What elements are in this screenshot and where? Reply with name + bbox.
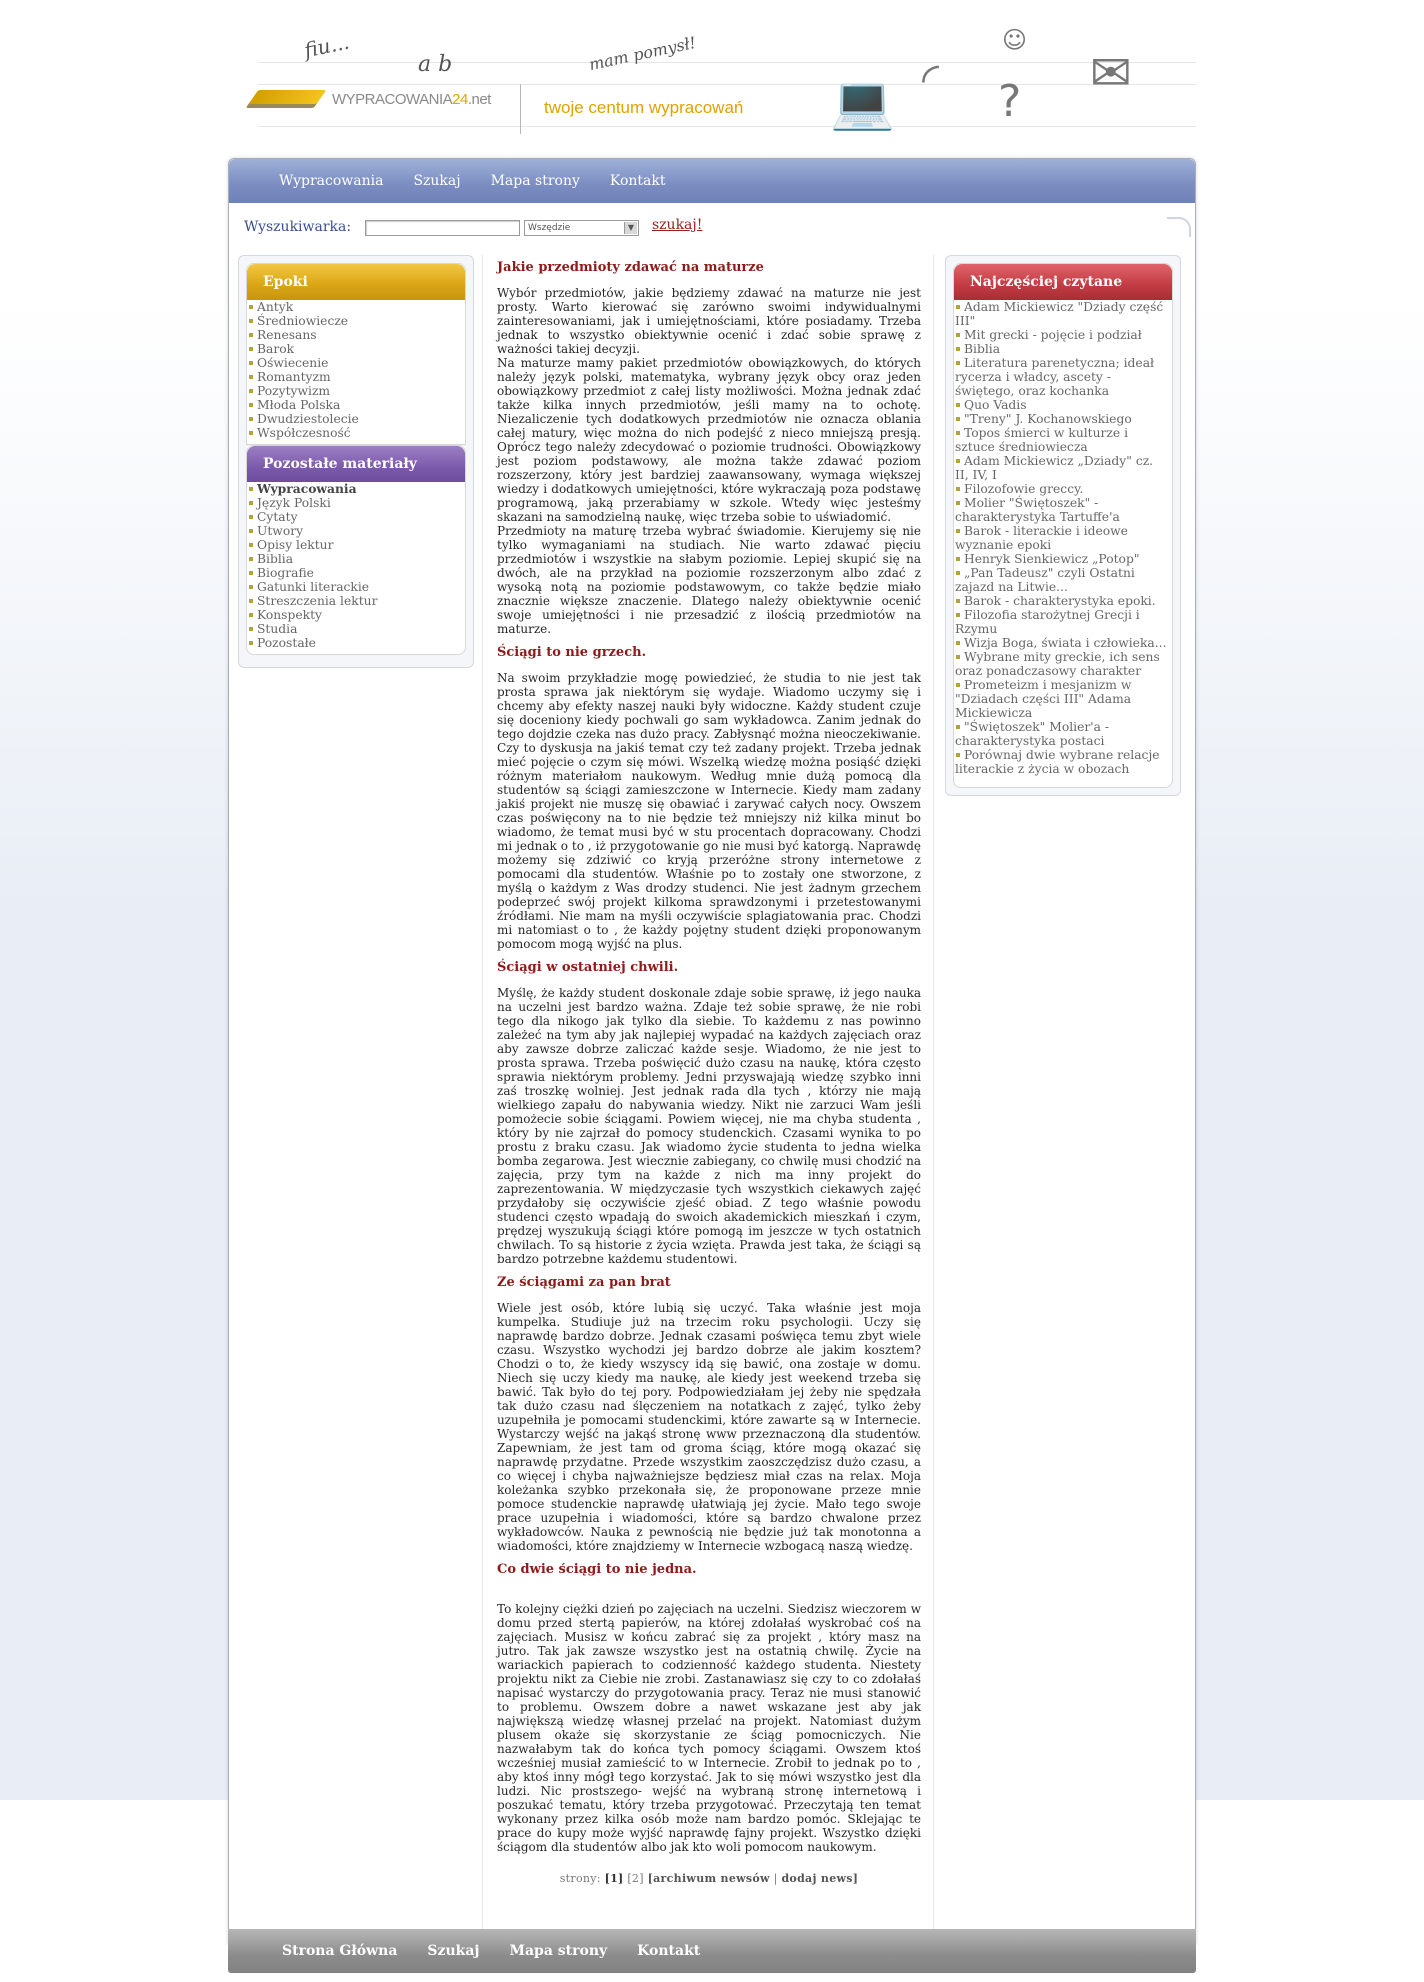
list-item[interactable]: Prometeizm i mesjanizm w "Dziadach części III" Adama Mickiewicza bbox=[955, 678, 1170, 720]
materials-title: Pozostałe materiały bbox=[247, 446, 465, 482]
article-title[interactable]: Co dwie ściągi to nie jedna. bbox=[497, 1562, 697, 1577]
list-item[interactable]: Młoda Polska bbox=[248, 398, 463, 412]
list-item[interactable]: Biografie bbox=[248, 566, 463, 580]
list-item[interactable]: "Świętoszek" Molier'a - charakterystyka postaci bbox=[955, 720, 1170, 748]
list-item[interactable]: Oświecenie bbox=[248, 356, 463, 370]
list-item[interactable]: Pozostałe bbox=[248, 636, 463, 650]
header-divider bbox=[520, 84, 521, 134]
logo-mark-icon bbox=[246, 90, 327, 108]
list-item[interactable]: Wybrane mity greckie, ich sens oraz ponadczasowy charakter bbox=[955, 650, 1170, 678]
search-button[interactable]: szukaj! bbox=[652, 217, 703, 233]
list-item[interactable]: Gatunki literackie bbox=[248, 580, 463, 594]
list-item[interactable]: Biblia bbox=[248, 552, 463, 566]
list-item[interactable]: Molier "Świętoszek" - charakterystyka Tartuffe'a bbox=[955, 496, 1170, 524]
article-paragraph: Wiele jest osób, które lubią się uczyć. Taka właśnie jest moja kumpelka. Studiuje już na trzecim roku psychologii. Uczy się naprawdę bardzo dobrze. Jednak czasami poświęca temu zbyt wiele czasu. Wszystko wychodzi jej bardzo dobrze ale jakim kosztem? Chodzi o to, że kiedy wszyscy idą się bawić, ona zostaje w domu. Niech się uczy kiedy ma naukę, ale kiedy jest weekend trzeba się bawić. Tak było do tej pory. Podpowiedziałam jej żeby nie spędzała tak dużo czasu nad ślęczeniem na notatkach z zajęć, tylko żeby uzupełniła je pomocami studenckimi, które zawarte są w Internecie. Wystarczy wejść na jakąś stronę www przeznaczoną dla studentów. Zapewniam, że jest tam od groma ściąg, które mogą okazać się naprawdę przydatne. Przede wszystkim zaoszczędzisz dużo czasu, a co więcej i chyba najważniejsze będziesz miał czas na relax. Moja koleżanka szybko przekonała się, że proponowane przeze mnie pomoce studenckie naprawdę ułatwiają jej życie. Mało tego swoje prace uzupełnia i wiadomości, które są bardzo chwalone przez wykładowców. Nauka z pewnością nie będzie już tak monotonna a wiadomości, które znajdziemy w Internecie wzbogacą naszą wiedzę. bbox=[497, 1301, 921, 1553]
list-item[interactable]: Topos śmierci w kulturze i sztuce średniowiecza bbox=[955, 426, 1170, 454]
list-item[interactable]: Filozofowie greccy. bbox=[955, 482, 1170, 496]
list-item[interactable]: "Treny" J. Kochanowskiego bbox=[955, 412, 1170, 426]
article bbox=[497, 646, 921, 951]
epoki-list bbox=[247, 300, 465, 444]
article-paragraph: Na maturze mamy pakiet przedmiotów obowiązkowych, do których należy język polski, matematyka, wybrany język obcy oraz jeden obowiązkowy przedmiot z całej listy możliwości. Można jednak zdać także kilka innych przedmiotów, jeśli mamy na to ochotę. Niezaliczenie tych dodatkowych przedmiotów nie oznacza oblania całej matury, więc można do nich podejść z nieco mniejszą presją. Oprócz tego należy zdecydować o poziomie trudności. Obowiązkowy jest poziom podstawowy, ale można także zdawać poziom rozszerzony, który jest bardziej zaawansowany, wymaga większej wiedzy i dodatkowych umiejętności, które wykraczają poza podstawę programową, jaką przerabiamy w szkole. Wtedy więc jesteśmy skazani na samodzielną naukę, więc trzeba sobie to uświadomić. bbox=[497, 356, 921, 524]
list-item[interactable]: Opisy lektur bbox=[248, 538, 463, 552]
list-item[interactable]: Studia bbox=[248, 622, 463, 636]
article-paragraph: Na swoim przykładzie mogę powiedzieć, że studia to nie jest tak prosta sprawa jak niektórym się wydaje. Wiadomo uczymy się i chcemy aby efekty naszej nauki były widoczne. Każdy student czuje się doceniony kiedy pochwali go sam wykładowca. Zanim jednak do tego dojdzie czeka nas dużo pracy. Zabłysnąć można nieoczekiwanie. Czy to dyskusja na jakiś temat czy też zadany projekt. Trzeba jednak mieć pojęcie o czym się mówi. Wszelką wiedzę można posiąść dzięki różnym materiałom naukowym. Według mnie dużą pomocą dla studentów są ściągi zamieszczone w Internecie. Kiedy mam zadany jakiś projekt nie muszę się obawiać i zarywać całych nocy. Owszem czas poświęcony na to nie będzie też mniejszy niż kilka minut bo wiadomo, że temat musi być w stu procentach dopracowany. Chodzi mi jednak o to , iż przygotowanie go nie musi być katorgą. Naprawdę możemy się zdziwić co kryją przeróżne strony internetowe z pomocami dla studentów. Właśnie po to zostały one stworzone, z myślą o każdym z Was drodzy studenci. Nie jest żadnym grzechem podeprzeć swój projekt kilkoma sprawdzonymi i przetestowanymi źródłami. Nie mam na myśli oczywiście splagiatowania prac. Chodzi mi natomiast o to , że każdy pojętny student dzięki proponowanym pomocom mogą wyjść na plus. bbox=[497, 671, 921, 951]
archive-link[interactable]: [archiwum newsów bbox=[647, 1872, 770, 1885]
list-item[interactable]: Wizja Boga, świata i człowieka... bbox=[955, 636, 1170, 650]
pager: strony: [1] [2] [archiwum newsów | dodaj news] bbox=[559, 1872, 859, 1885]
article bbox=[497, 1563, 921, 1854]
list-item[interactable]: Barok bbox=[248, 342, 463, 356]
list-item[interactable]: Quo Vadis bbox=[955, 398, 1170, 412]
most-read-panel bbox=[953, 263, 1173, 788]
add-news-link[interactable]: dodaj news] bbox=[781, 1872, 859, 1885]
list-item[interactable]: „Pan Tadeusz" czyli Ostatni zajazd na Litwie... bbox=[955, 566, 1170, 594]
footer-nav-szukaj[interactable]: Szukaj bbox=[427, 1943, 480, 1959]
article-paragraph: Myślę, że każdy student doskonale zdaje sobie sprawę, iż jego nauka na uczelni jest bardzo ważna. Zdaje też sobie sprawę, że nie robi tego dla nikogo jak tylko dla siebie. To każdemu z nas powinno zależeć na tym aby jak najlepiej wypadać na każdych zajęciach oraz aby zawsze dobrze zaliczać każde sesje. Wiadomo, że nie jest to prosta sprawa. Trzeba poświęcić dużo czasu na naukę, która często sprawia niektórym problemy. Jedni przyswajają wiedzę szybko inni zaś troszkę wolniej. Jest jednak rada dla tych , którzy nie mają wielkiego zapału do nabywania wiedzy. Nikt nie zarzuci Wam jeśli pomożecie sobie ściągami. Powiem więcej, nie ma chyba studenta , który by nie zajrzał do pomocy studenckich. Czasami wynika to po prostu z braku czasu. Jak wiadomo życie studenta to jedna wielka bomba zegarowa. Jest wiecznie zabiegany, co chwilę musi chodzić na zajęcia, przy tym na każde z nich ma inny projekt do zaprezentowania. W międzyczasie tych wszystkich ciekawych zajęć przydałoby się oczywiście zjeść obiad. Z tego właśnie powodu studenci często wpadają do swoich akademickich mieszkań i czym, prędzej wyszukują ściągi które pomogą im jeszcze w tych ostatnich chwilach. To są historie z życia wzięta. Prawda jest taka, że ściągi są bardzo potrzebne każdemu studentowi. bbox=[497, 986, 921, 1266]
list-item[interactable]: Konspekty bbox=[248, 608, 463, 622]
top-nav bbox=[229, 159, 1195, 203]
tagline: twoje centum wypracowań bbox=[544, 98, 744, 117]
list-item[interactable]: Wypracowania bbox=[248, 482, 463, 496]
epoki-title: Epoki bbox=[247, 264, 465, 300]
list-item[interactable]: Porównaj dwie wybrane relacje literackie z życia w obozach bbox=[955, 748, 1170, 776]
nav-kontakt[interactable]: Kontakt bbox=[609, 173, 666, 189]
column-divider bbox=[482, 255, 483, 1935]
article-title[interactable]: Ściągi w ostatniej chwili. bbox=[497, 960, 679, 975]
list-item[interactable]: Filozofia starożytnej Grecji i Rzymu bbox=[955, 608, 1170, 636]
header-rule bbox=[258, 126, 1196, 127]
article-title[interactable]: Ze ściągami za pan brat bbox=[497, 1275, 671, 1290]
list-item[interactable]: Adam Mickiewicz "Dziady część III" bbox=[955, 300, 1170, 328]
article bbox=[497, 961, 921, 1266]
article-title[interactable]: Jakie przedmioty zdawać na maturze bbox=[497, 260, 764, 275]
list-item[interactable]: Barok - literackie i ideowe wyznanie epoki bbox=[955, 524, 1170, 552]
chevron-down-icon: ▼ bbox=[624, 222, 637, 234]
list-item[interactable]: Literatura parenetyczna; ideał rycerza i władcy, ascety - świętego, oraz kochanka bbox=[955, 356, 1170, 398]
article-paragraph: To kolejny ciężki dzień po zajęciach na uczelni. Siedzisz wieczorem w domu przed stertą papierów, na której zdołałaś wyskrobać coś na zajęciach. Musisz w końcu zabrać się za projekt , który masz na jutro. Tak jak zawsze wszystko jest na ostatnią chwilę. Życie na wariackich papierach to codzienność każdego studenta. Niestety projektu nikt za Ciebie nie zrobi. Zastanawiasz się czy to co zdołałaś napisać wystarczy do przygotowania pracy. Teraz nie musi stanowić to problemu. Owszem dobre a nawet wskazane jest aby jak największą wiedzę własnej przelać na projekt. Natomiast dużym plusem okaże się skorzystanie ze ściąg pomocniczych. Nie nazwałabym tak do końca tych pomocy ściągami. Owszem ktoś wcześniej musiał zamieścić to w Internecie. Zrobił to jednak po to , aby ktoś inny mógł tego korzystać. Jak to się mówi wszystko jest dla ludzi. Nic prostszego- wejść na wybraną stronę internetową i poszukać tematu, który trzeba przygotować. Przeczytają ten temat wykonany przez kilka osób może nam bardzo pomóc. Sklejając te prace do kupy może wyjść naprawdę fajny projekt. Wszystko dzięki ściągom dla studentów albo jak kto woli pomocom naukowym. bbox=[497, 1602, 921, 1854]
list-item[interactable]: Utwory bbox=[248, 524, 463, 538]
page-wrapper bbox=[228, 0, 1196, 1945]
nav-mapa-strony[interactable]: Mapa strony bbox=[490, 173, 580, 189]
article-paragraph: Przedmioty na maturę trzeba wybrać świadomie. Kierujemy się nie tylko wymaganiami na studiach. Nie warto zdawać pięciu przedmiotów i wszystkie na słabym poziomie. Lepiej skupić się na dwóch, ale na przykład na poziomie rozszerzonym albo zdać z wysoką notą na poziomie podstawowym, co także będzie miało znacznie większe znaczenie. Dlatego należy obiektywnie ocenić swoje umiejętności i nie przesadzić z ilością przedmiotów na maturze. bbox=[497, 524, 921, 636]
list-item[interactable]: Henryk Sienkiewicz „Potop" bbox=[955, 552, 1170, 566]
footer-nav-kontakt[interactable]: Kontakt bbox=[637, 1943, 701, 1959]
list-item[interactable]: Adam Mickiewicz „Dziady" cz. II, IV, I bbox=[955, 454, 1170, 482]
footer-nav-mapa-strony[interactable]: Mapa strony bbox=[509, 1943, 608, 1959]
page-1-link[interactable]: [1] bbox=[604, 1872, 624, 1885]
logo-text: WYPRACOWANIA24.net bbox=[332, 90, 491, 108]
article bbox=[497, 261, 921, 636]
search-input[interactable] bbox=[365, 220, 520, 236]
question-bubble-icon: ? bbox=[998, 76, 1022, 127]
most-read-list bbox=[954, 300, 1172, 780]
materials-list bbox=[247, 482, 465, 654]
scribble-idea: mam pomysł! bbox=[587, 32, 698, 75]
list-item[interactable]: Mit grecki - pojęcie i podział bbox=[955, 328, 1170, 342]
laptop-icon: 💻 bbox=[830, 73, 895, 133]
materials-panel bbox=[246, 445, 466, 655]
column-divider bbox=[933, 255, 934, 1935]
list-item[interactable]: Współczesność bbox=[248, 426, 463, 440]
list-item[interactable]: Dwudziestolecie bbox=[248, 412, 463, 426]
smiley-icon: ☺ bbox=[1002, 26, 1028, 54]
right-sidebar bbox=[945, 255, 1181, 796]
main-box bbox=[228, 158, 1196, 1945]
article-list bbox=[497, 261, 921, 1854]
search-bar bbox=[229, 203, 1195, 249]
epoki-panel bbox=[246, 263, 466, 445]
page-2-link[interactable]: [2] bbox=[627, 1872, 644, 1885]
envelope-icon: ✉ bbox=[1090, 44, 1132, 102]
list-item[interactable]: Pozytywizm bbox=[248, 384, 463, 398]
list-item[interactable]: Cytaty bbox=[248, 510, 463, 524]
list-item[interactable]: Romantyzm bbox=[248, 370, 463, 384]
footer-nav bbox=[228, 1929, 1196, 1973]
nav-szukaj[interactable]: Szukaj bbox=[413, 173, 461, 189]
header bbox=[228, 0, 1196, 158]
content-columns bbox=[229, 249, 1195, 1944]
list-item[interactable]: Biblia bbox=[955, 342, 1170, 356]
header-rule bbox=[258, 62, 1196, 63]
list-item[interactable]: Barok - charakterystyka epoki. bbox=[955, 594, 1170, 608]
scribble-ab: a b bbox=[418, 52, 453, 77]
list-item[interactable]: Średniowiecze bbox=[248, 314, 463, 328]
left-sidebar bbox=[238, 255, 474, 668]
search-label: Wyszukiwarka: bbox=[244, 219, 352, 235]
rss-icon: ◜ bbox=[922, 54, 940, 105]
scribble-fiu: fiu... bbox=[302, 29, 352, 63]
list-item[interactable]: Język Polski bbox=[248, 496, 463, 510]
site-logo[interactable] bbox=[252, 90, 491, 108]
search-scope-select[interactable]: Wszędzie ▼ bbox=[524, 220, 639, 236]
article-title[interactable]: Ściągi to nie grzech. bbox=[497, 645, 647, 660]
header-rule bbox=[258, 84, 1196, 85]
article-paragraph: Wybór przedmiotów, jakie będziemy zdawać na maturze nie jest prosty. Warto kierować się zarówno swoimi indywidualnymi zainteresowaniami, jak i umiejętnościami, które posiadamy. Trzeba jednak to wszystko obiektywnie ocenić i zdać sobie sprawę z ważności takiej decyzji. bbox=[497, 286, 921, 356]
list-item[interactable]: Streszczenia lektur bbox=[248, 594, 463, 608]
footer-nav-home[interactable]: Strona Główna bbox=[282, 1943, 398, 1959]
article bbox=[497, 1276, 921, 1553]
most-read-title: Najczęściej czytane bbox=[954, 264, 1172, 300]
list-item[interactable]: Antyk bbox=[248, 300, 463, 314]
main-content bbox=[497, 255, 921, 1885]
corner-decoration bbox=[1167, 217, 1191, 237]
list-item[interactable]: Renesans bbox=[248, 328, 463, 342]
nav-wypracowania[interactable]: Wypracowania bbox=[279, 173, 384, 189]
